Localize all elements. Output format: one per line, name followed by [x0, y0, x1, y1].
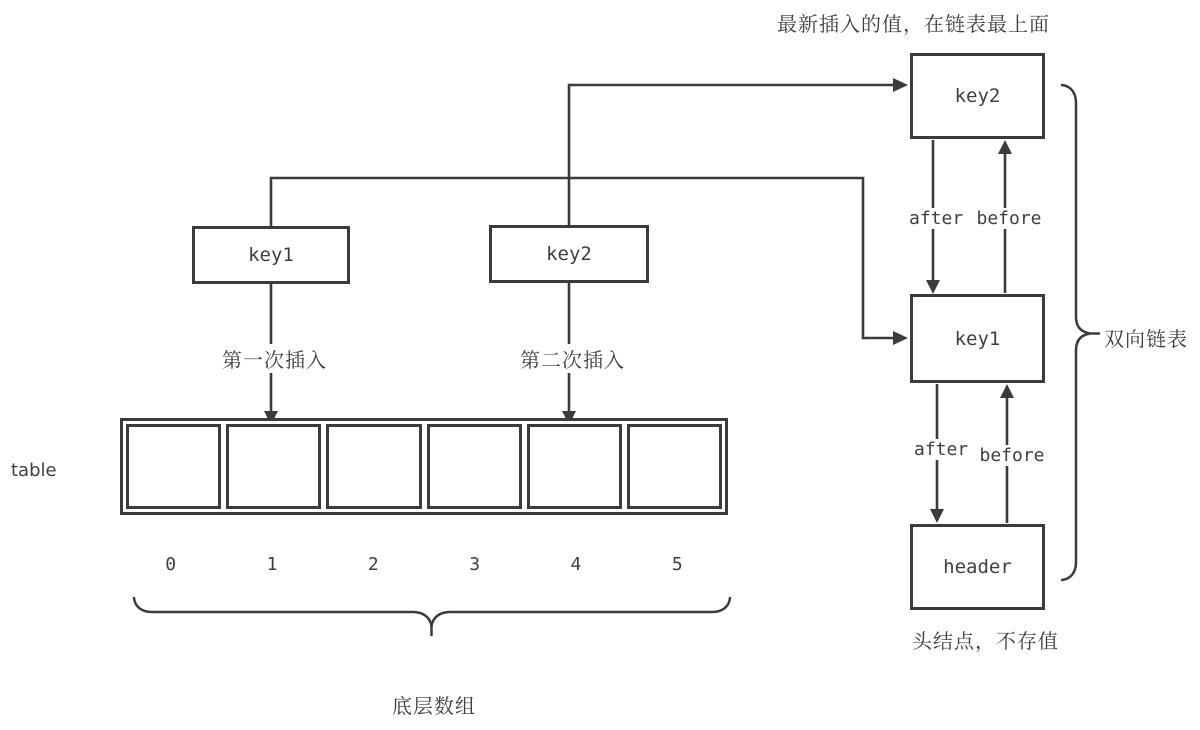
header-node-note: 头结点，不存值: [912, 629, 1059, 653]
newest-value-note: 最新插入的值，在链表最上面: [777, 12, 1050, 36]
array-index: 1: [266, 554, 278, 575]
array-index: 0: [165, 554, 177, 575]
hash-key2-box: key2: [489, 225, 649, 283]
list-node-key1: key1: [910, 294, 1045, 383]
array-index: 4: [570, 554, 582, 575]
hash-table-array: [120, 418, 728, 515]
array-cell: [226, 424, 321, 509]
array-cell: [427, 424, 522, 509]
table-label: table: [11, 460, 57, 481]
after-label-1: after: [906, 208, 966, 229]
array-index-row: [120, 554, 728, 575]
before-label-1: before: [972, 208, 1046, 229]
array-index: 2: [367, 554, 379, 575]
after-label-2: after: [911, 439, 971, 460]
array-index: 3: [469, 554, 481, 575]
list-node-header: header: [910, 524, 1045, 610]
doubly-linked-list-label: 双向链表: [1104, 327, 1188, 351]
second-insert-label: 第二次插入: [517, 344, 627, 373]
doubly-linked-list-brace: [1062, 85, 1099, 580]
array-cell: [627, 424, 722, 509]
array-index: 5: [671, 554, 683, 575]
before-label-2: before: [975, 445, 1049, 466]
array-caption: 底层数组: [392, 694, 476, 718]
first-insert-label: 第一次插入: [219, 344, 329, 373]
array-cell: [126, 424, 221, 509]
array-brace: [134, 598, 730, 635]
list-node-key2: key2: [910, 53, 1045, 139]
connector-key2-to-list-node: [569, 78, 908, 226]
array-cell: [326, 424, 421, 509]
array-cell: [527, 424, 622, 509]
hash-key1-box: key1: [192, 226, 350, 284]
